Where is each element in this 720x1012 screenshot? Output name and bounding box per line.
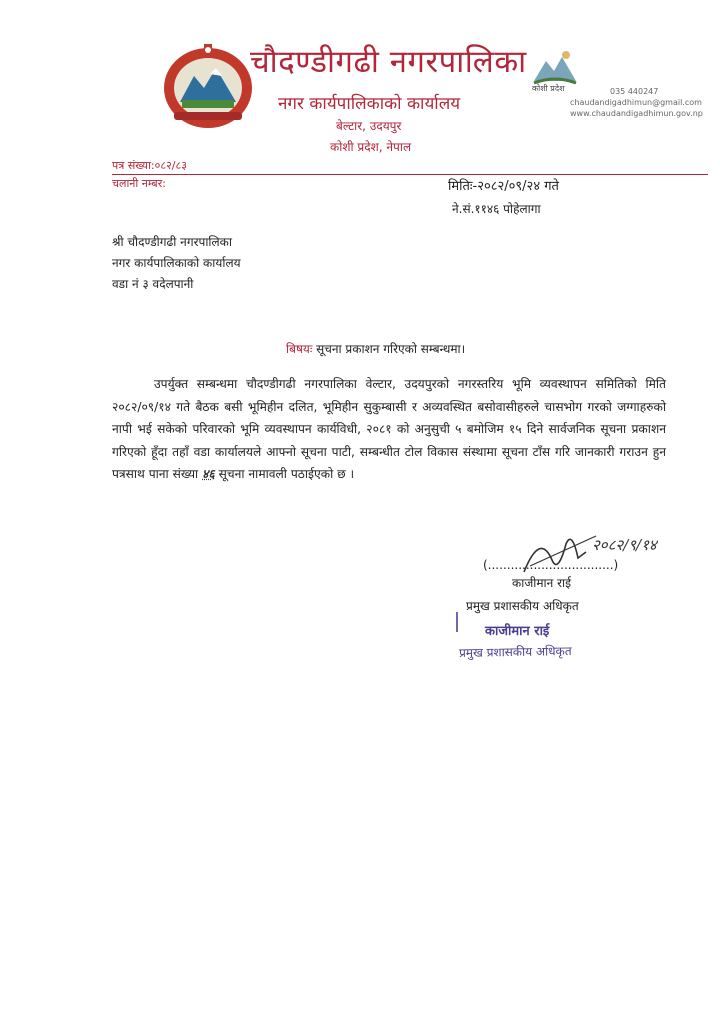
subject-label: बिषयः <box>286 342 313 356</box>
recipient-line-3: वडा नं ३ वदेलपानी <box>112 277 194 291</box>
signature-line: (.................................) <box>483 558 619 572</box>
province-line: कोशी प्रदेश, नेपाल <box>330 140 412 154</box>
letter-body <box>112 373 666 486</box>
letter-number: पत्र संख्या:०८२/८३ <box>112 159 187 172</box>
body-paragraph-part2: सूचना नामावली पठाईएको छ । <box>218 467 355 481</box>
koshi-province-label: कोशी प्रदेश <box>532 84 565 93</box>
website-address: www.chaudandigadhimun.gov.np <box>570 109 703 118</box>
signature-date: २०८२/९/१४ <box>592 536 657 554</box>
subject-line <box>286 340 465 357</box>
handwritten-page-count: ४६ <box>202 467 215 481</box>
header-divider <box>112 174 708 175</box>
handwritten-signature <box>500 522 670 582</box>
dispatch-number: चलानी नम्बर: <box>112 177 166 190</box>
body-paragraph-part1: उपर्युक्त सम्बन्धमा चौदण्डीगढी नगरपालिका वेल्टार, उदयपुरको नगरस्तरिय भूमि व्यवस्थापन समितिको मिति २०८२/०९/१४ गते बैठक बसी भूमिहीन दलित, भूमिहीन सुकुम्बासी र अव्यवस्थित बसोवासीहरुले चासभोग गरको जग्गाहरुको नापी भई सकेको परिवारको भूमि व्यवस्थापन कार्यविधी, २०८१ को अनुसुची ५ बमोजिम १५ दिने सार्वजनिक सूचना प्रकाशन गरिएको हूँदा तहाँ वडा कार्यालयले आफ्नो सूचना पाटी, सम्बन्धीत टोल विकास संस्थामा सूचना टाँस गरि जानकारी गराउन हुन पत्रसाथ पाना संख्या <box>112 377 666 481</box>
nepal-sambat-date: ने.सं.११४६ पोहेलागा <box>452 202 541 216</box>
stamp-mark <box>456 612 458 632</box>
subject-text: सूचना प्रकाशन गरिएको सम्बन्धमा। <box>316 342 466 356</box>
recipient-line-2: नगर कार्यपालिकाको कार्यालय <box>112 256 241 270</box>
signer-name: काजीमान राई <box>512 576 572 590</box>
office-name: नगर कार्यपालिकाको कार्यालय <box>278 94 461 114</box>
email-address: chaudandigadhimun@gmail.com <box>570 98 702 107</box>
office-address: बेल्टार, उदयपुर <box>336 119 402 133</box>
nepal-emblem-logo <box>160 40 256 132</box>
stamp-name: काजीमान राई <box>485 624 550 639</box>
contact-block <box>570 86 703 119</box>
stamp-title: प्रमुख प्रशासकीय अधिकृत <box>458 644 572 660</box>
recipient-line-1: श्री चौदण्डीगढी नगरपालिका <box>112 235 232 249</box>
municipality-name: चौदण्डीगढी नगरपालिका <box>250 44 527 80</box>
letter-date: मितिः-२०८२/०९/२४ गते <box>448 179 559 194</box>
phone-number: 035 440247 <box>610 87 659 96</box>
signer-title: प्रमुख प्रशासकीय अधिकृत <box>466 599 579 613</box>
